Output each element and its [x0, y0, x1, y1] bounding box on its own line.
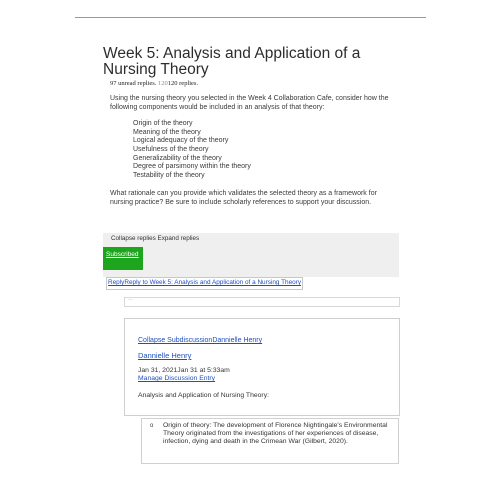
prompt-question: What rationale can you provide which validates the selected theory as a framework for nursing practice? Be sure to include scholarly references to support your discussion. [110, 190, 377, 206]
page-title: Week 5: Analysis and Application of a Nursing Theory [103, 45, 361, 78]
prompt-intro: Using the nursing theory you selected in the Week 4 Collaboration Cafe, consider how the following components would be included in an analysis of that theory: [110, 95, 389, 111]
unread-replies: 97 unread replies. [110, 80, 157, 87]
reply-button-prefix: Reply [108, 279, 125, 286]
reply-button-label: Reply to Week 5: Analysis and Application of a Nursing Theory [124, 279, 302, 286]
collapse-subdiscussion-link[interactable]: Collapse SubdiscussionDannielle Henry [138, 337, 263, 344]
reply-count [110, 80, 198, 87]
list-item: Logical adequacy of the theory [133, 137, 229, 145]
reply-input[interactable] [124, 297, 400, 307]
reply-button[interactable] [106, 277, 303, 290]
list-item: Testability of the theory [133, 171, 205, 179]
subscribe-button[interactable]: Subscribed [103, 247, 143, 270]
total-replies: 120 replies. [167, 80, 199, 87]
component-list [133, 120, 392, 180]
entry-date: Jan 31, 2021Jan 31 at 5:33am [138, 367, 230, 374]
list-item: Usefulness of the theory [133, 145, 209, 153]
discussion-toolbar [103, 233, 399, 277]
list-item: Generalizability of the theory [133, 154, 222, 162]
list-item: Origin of the theory [133, 120, 193, 128]
entry-text: Origin of theory: The development of Florence Nightingale's Environmental Theory originated from the investigations of her experiences of disease, infection, dying and death in the Crimean War (Gilbert, 2020). [163, 422, 388, 445]
list-item: Meaning of the theory [133, 128, 201, 136]
discussion-entry [124, 318, 400, 416]
list-item: Degree of parsimony within the theory [133, 163, 251, 171]
entry-content [141, 418, 399, 464]
bullet-icon: o [150, 423, 154, 429]
discussion-prompt [110, 95, 392, 208]
entry-heading: Analysis and Application of Nursing Theory: [138, 392, 269, 399]
top-divider [75, 17, 426, 18]
collapse-expand-replies[interactable]: Collapse replies Expand replies [111, 235, 200, 242]
reply-count-icon: 120 [158, 80, 168, 87]
manage-entry-link[interactable]: Manage Discussion Entry [138, 375, 216, 382]
more-icon: ⋯ [128, 297, 133, 303]
author-link[interactable]: Dannielle Henry [138, 351, 192, 360]
